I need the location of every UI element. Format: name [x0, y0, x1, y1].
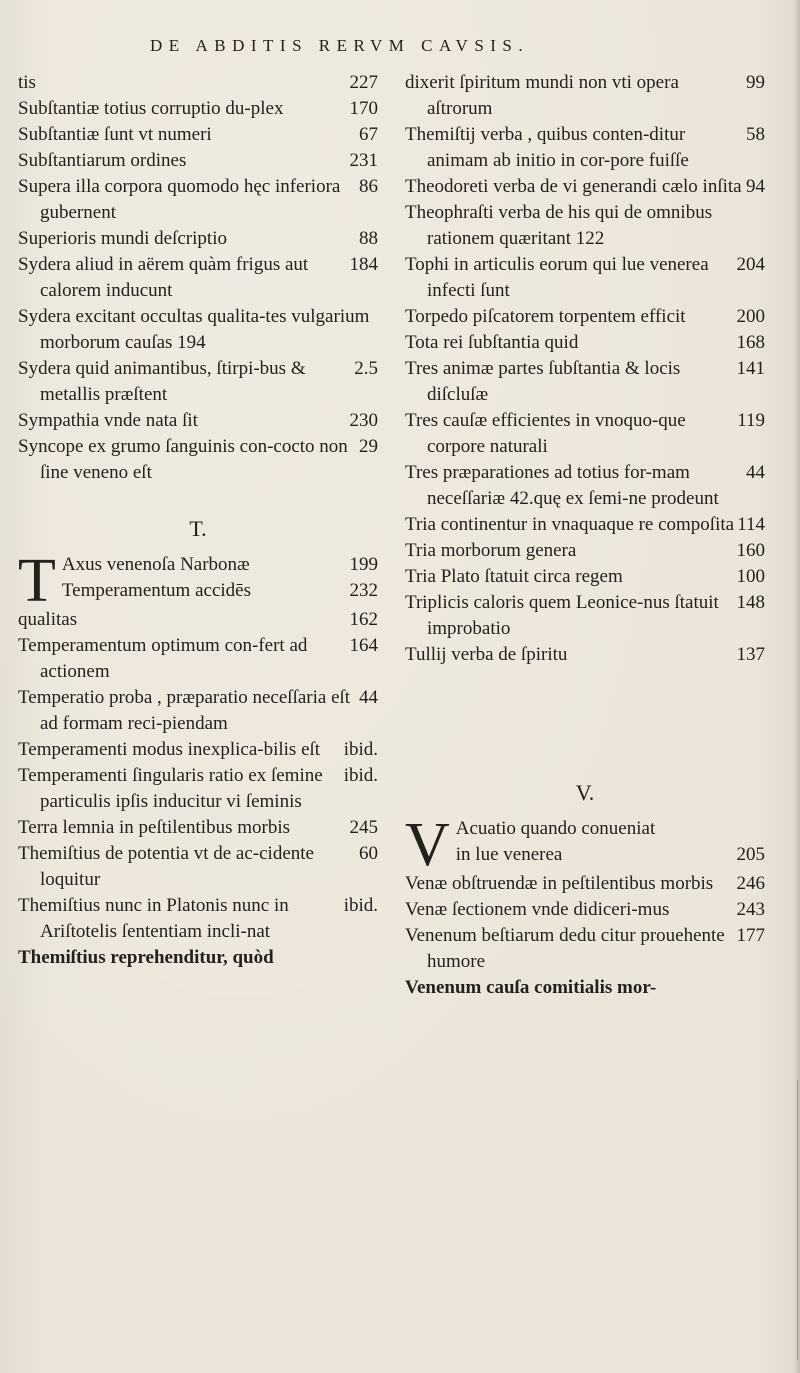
index-entry: 177 Venenum beſtiarum dedu citur prouehente humore: [405, 925, 765, 972]
index-entry: 230 Sympathia vnde nata ſit: [18, 410, 378, 431]
right-entries-t: [405, 70, 765, 668]
index-entry: Sydera excitant occultas qualita-tes vulgarium morborum cauſas 194: [18, 306, 370, 353]
index-entry: 114 Tria continentur in vnaquaque re compoſita: [405, 514, 765, 535]
index-entry: 137 Tullij verba de ſpiritu: [405, 644, 765, 665]
index-entry: 148 Triplicis caloris quem Leonice-nus ſtatuit improbatio: [405, 592, 765, 639]
index-entry: 2.5 Sydera quid animantibus, ſtirpi-bus & metallis præſtent: [18, 358, 378, 405]
index-entry: 160 Tria morborum genera: [405, 540, 765, 561]
index-entry: 164 Temperamentum optimum con-fert ad actionem: [18, 635, 378, 682]
dropcap-v: V: [405, 811, 450, 879]
section-letter-v: V.: [575, 780, 595, 805]
left-entries-t: [18, 607, 378, 971]
right-column: [405, 70, 765, 1001]
index-entry: Theophraſti verba de his qui de omnibus rationem quæritant 122: [405, 202, 713, 249]
index-entry: 86 Supera illa corpora quomodo hęc inferiora gubernent: [18, 176, 378, 223]
index-entry: 245 Terra lemnia in peſtilentibus morbis: [18, 817, 378, 838]
index-entry: 44 Temperatio proba , præparatio neceſſaria eſt ad formam reci-piendam: [18, 687, 378, 734]
index-entry: Themiſtius reprehenditur, quòd: [18, 947, 274, 968]
left-entries-s: [18, 70, 378, 486]
index-entry: 141 Tres animæ partes ſubſtantia & locis diſcluſæ: [405, 358, 765, 405]
index-entry: ibid. Themiſtius nunc in Platonis nunc in Ariſtotelis ſententiam incli-nat: [18, 895, 378, 942]
index-entry: 162 qualitas: [18, 609, 378, 630]
index-entry: 99 dixerit ſpiritum mundi non vti opera aſtrorum: [405, 72, 765, 119]
running-header: DE ABDITIS RERVM CAVSIS.: [150, 36, 530, 55]
index-entry: 94 Theodoreti verba de vi generandi cælo inſita: [405, 176, 765, 197]
dropcap-entry-t: T 199 Axus venenoſa Narbonæ 232 Temperamentum accidēs: [18, 547, 378, 615]
index-entry: 246 Venæ obſtruendæ in peſtilentibus morbis: [405, 873, 765, 894]
section-letter-t: T.: [189, 516, 207, 541]
page-edge-line: [797, 1080, 798, 1360]
dropcap-t: T: [18, 547, 56, 615]
dropcap-entry-v: V Acuatio quando conueniat 205 in lue venerea: [405, 811, 765, 879]
index-entry: 231 Subſtantiarum ordines: [18, 150, 378, 171]
index-entry: 58 Themiſtij verba , quibus conten-ditur animam ab initio in cor-pore fuiſſe: [405, 124, 765, 171]
index-entry: 204 Tophi in articulis eorum qui lue venerea infecti ſunt: [405, 254, 765, 301]
index-entry: ibid. Temperamenti ſingularis ratio ex ſemine particulis ipſis inducitur vi ſeminis: [18, 765, 378, 812]
index-entry: 168 Tota rei ſubſtantia quid: [405, 332, 765, 353]
index-entry: 88 Superioris mundi deſcriptio: [18, 228, 378, 249]
index-entry: 119 Tres cauſæ efficientes in vnoquo-que corpore naturali: [405, 410, 765, 457]
index-entry: 29 Syncope ex grumo ſanguinis con-cocto non ſine veneno eſt: [18, 436, 378, 483]
index-entry: 227 tis: [18, 72, 378, 93]
index-entry: 184 Sydera aliud in aërem quàm frigus aut calorem inducunt: [18, 254, 378, 301]
right-entries-v: [405, 871, 765, 1001]
left-column: [18, 70, 378, 971]
index-entry: 67 Subſtantiæ ſunt vt numeri: [18, 124, 378, 145]
index-entry: 44 Tres præparationes ad totius for-mam neceſſariæ 42.quę ex ſemi-ne prodeunt: [405, 462, 765, 509]
index-entry: 243 Venæ ſectionem vnde didiceri-mus: [405, 899, 765, 920]
index-entry: 60 Themiſtius de potentia vt de ac-cidente loquitur: [18, 843, 378, 890]
index-entry: 200 Torpedo piſcatorem torpentem efficit: [405, 306, 765, 327]
index-entry: 100 Tria Plato ſtatuit circa regem: [405, 566, 765, 587]
index-entry: Venenum cauſa comitialis mor-: [405, 977, 657, 998]
index-entry: 170 Subſtantiæ totius corruptio du-plex: [18, 98, 378, 119]
index-entry: ibid. Temperamenti modus inexplica-bilis eſt: [18, 739, 378, 760]
